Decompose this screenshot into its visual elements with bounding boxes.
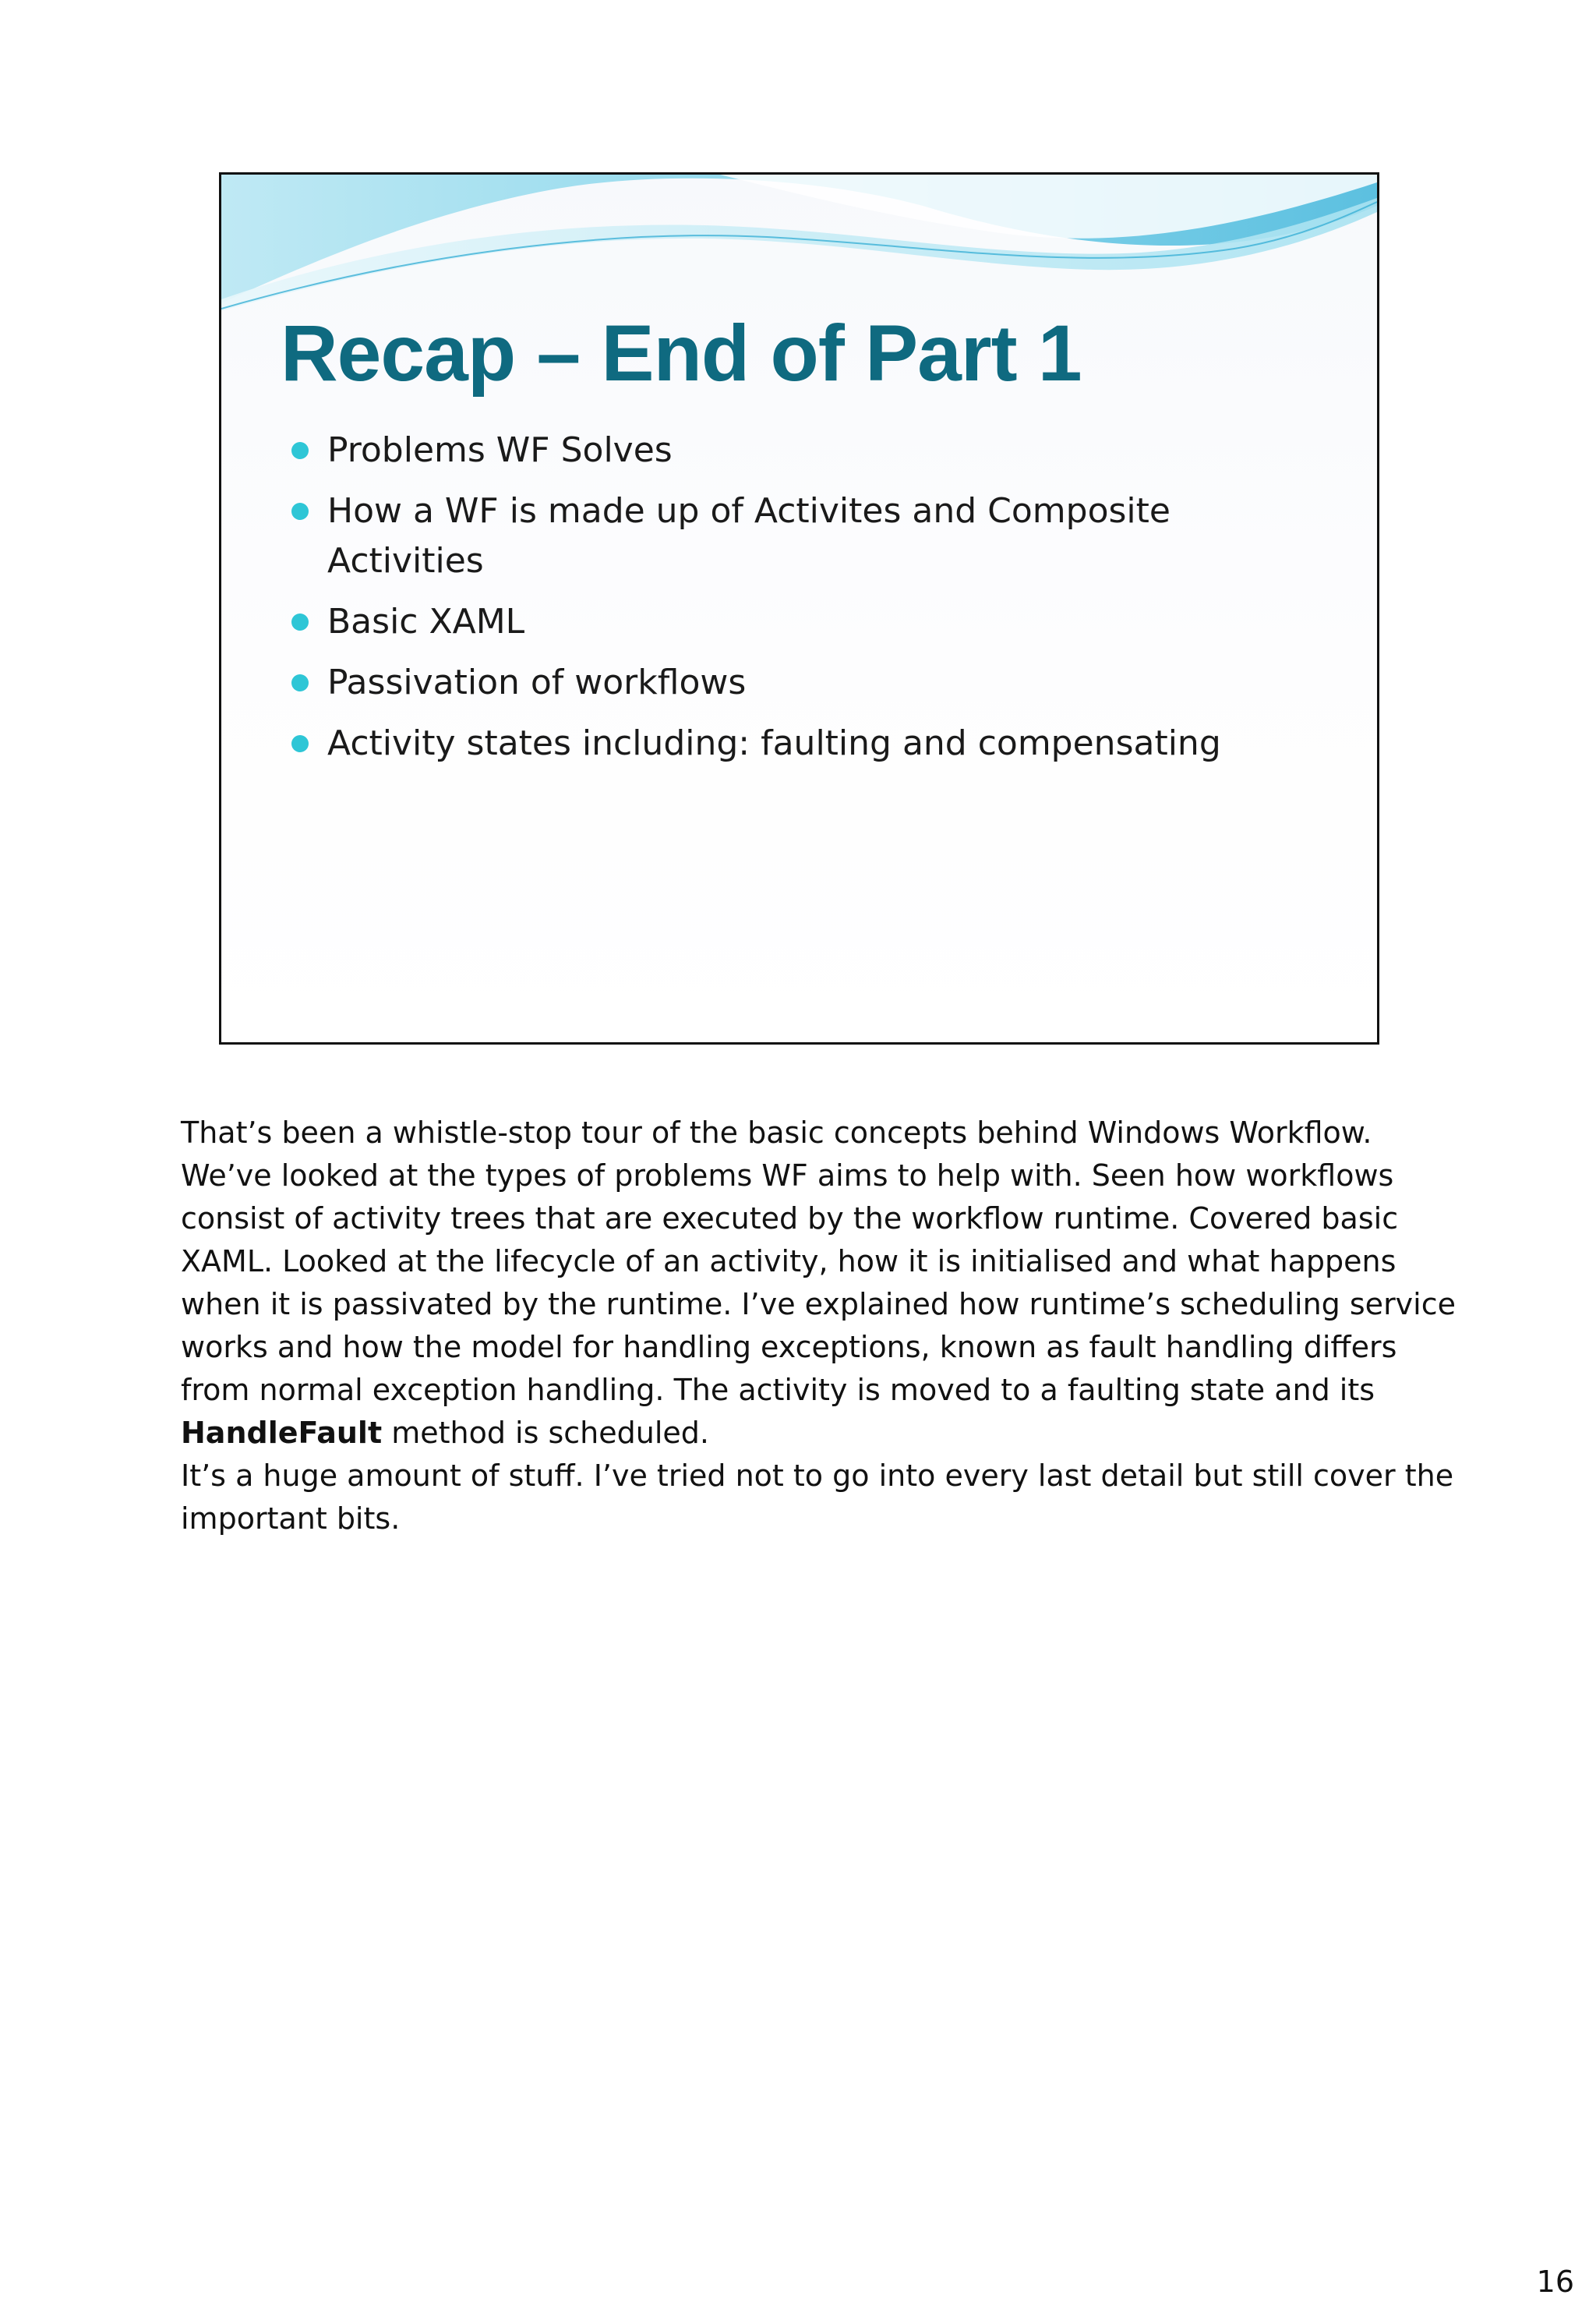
bullet-dot-icon <box>291 674 309 691</box>
notes-text: method is scheduled. <box>391 1416 709 1450</box>
speaker-notes <box>181 1112 1459 1540</box>
slide-bullet-item: Activity states including: faulting and compensating <box>291 719 1305 769</box>
notes-paragraph <box>181 1112 1459 1455</box>
notes-paragraph: It’s a huge amount of stuff. I’ve tried not to go into every last detail but still cover the important bits. <box>181 1459 1454 1536</box>
page-number: 16 <box>1536 2265 1574 2299</box>
slide-title: Recap – End of Part 1 <box>281 309 1082 398</box>
slide-bullet-list <box>291 426 1305 780</box>
slide-bullet-item: Passivation of workflows <box>291 658 1305 708</box>
slide-header-wave <box>221 175 1377 315</box>
bullet-dot-icon <box>291 503 309 520</box>
bullet-dot-icon <box>291 735 309 752</box>
slide-bullet-item: Problems WF Solves <box>291 426 1305 476</box>
notes-bold-term: HandleFault <box>181 1416 383 1450</box>
bullet-dot-icon <box>291 613 309 631</box>
notes-text: That’s been a whistle-stop tour of the basic concepts behind Windows Workflow. We’ve looked at the types of problems WF aims to help with. Seen how workflows consist of activity trees that are executed by the workflow runtime. Covered basic XAML. Looked at the lifecycle of an activity, how it is initialised and what happens when it is passivated by the runtime. I’ve explained how runtime’s scheduling service works and how the model for handling exceptions, known as fault handling differs from normal exception handling. The activity is moved to a faulting state and its <box>181 1116 1457 1407</box>
slide-thumbnail <box>219 172 1379 1045</box>
slide-bullet-item: How a WF is made up of Activites and Composite Activities <box>291 486 1305 586</box>
slide-bullet-item: Basic XAML <box>291 597 1305 647</box>
bullet-dot-icon <box>291 442 309 459</box>
